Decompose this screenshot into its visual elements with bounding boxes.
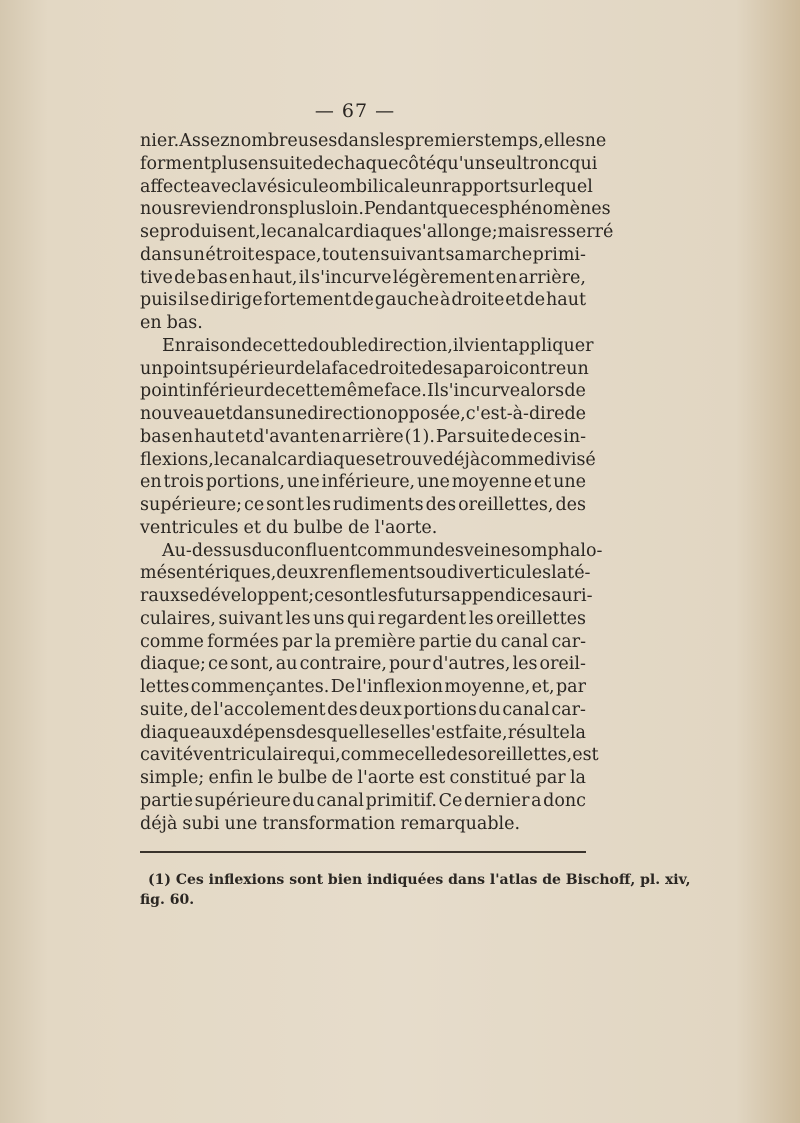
text-line: cavité ventriculaire qui, comme celle des oreillettes, est	[140, 745, 599, 766]
text-line: ventricules et du bulbe de l'aorte.	[140, 517, 438, 538]
text-line: partie supérieure du canal primitif. Ce dernier a donc	[140, 790, 586, 811]
text-line: simple; enfin le bulbe de l'aorte est constitué par la	[140, 768, 586, 788]
text-line: culaires, suivant les uns qui regardent les oreillettes	[140, 608, 586, 629]
text-line: nous reviendrons plus loin. Pendant que ces phénomènes	[140, 199, 611, 220]
footnote-line: (1) Ces inflexions sont bien indiquées dans l'atlas de Bischoff, pl. xiv,	[148, 872, 691, 888]
text-line: suite, de l'accolement des deux portions du canal car-	[140, 699, 586, 720]
text-line: un point supérieur de la face droite de sa paroi contre un	[140, 358, 589, 379]
text-line: en bas.	[140, 313, 203, 333]
text-line: flexions, le canal cardiaque se trouve déjà comme divisé	[140, 449, 596, 470]
text-line: En raison de cette double direction, il vient appliquer	[162, 335, 594, 356]
text-line: diaque aux dépens desquelles elle s'est faite, résulte la	[140, 722, 586, 743]
text-line: Au-dessus du confluent commun des veines omphalo-	[162, 540, 603, 561]
text-line: lettes commençantes. De l'inflexion moyenne, et, par	[140, 677, 586, 697]
text-line: mésentériques, deux renflements ou diverticules laté-	[140, 563, 591, 584]
text-line: déjà subi une transformation remarquable.	[140, 813, 521, 834]
text-line: en trois portions, une inférieure, une moyenne et une	[140, 472, 586, 493]
text-line: point inférieur de cette même face. Il s'incurve alors de	[140, 381, 586, 402]
footnote-line: fig. 60.	[140, 892, 195, 908]
text-line: raux se développent; ce sont les futurs appendices auri-	[140, 586, 593, 606]
footnote-divider	[140, 851, 586, 853]
text-line: bas en haut et d'avant en arrière (1). Par suite de ces in-	[140, 426, 586, 447]
page-number: — 67 —	[314, 100, 396, 122]
text-line: dans un étroit espace, tout en suivant sa marche primi-	[140, 244, 586, 265]
text-line: comme formées par la première partie du canal car-	[140, 631, 586, 652]
text-line: nouveau et dans une direction opposée, c'est-à-dire de	[140, 404, 587, 424]
footnote	[140, 870, 691, 910]
body-text	[140, 130, 614, 835]
text-line: forment plus ensuite de chaque côté qu'un seul tronc qui	[140, 153, 598, 174]
text-line: diaque; ce sont, au contraire, pour d'autres, les oreil-	[140, 654, 586, 675]
text-line: affecte avec la vésicule ombilicale un rapport sur lequel	[140, 176, 593, 197]
text-line: puis il se dirige fortement de gauche à droite et de haut	[140, 290, 586, 311]
text-line: tive de bas en haut, il s'incurve légèrement en arrière,	[140, 267, 586, 288]
text-line: nier. Assez nombreuses dans les premiers temps, elles ne	[140, 131, 607, 151]
text-line: se produisent, le canal cardiaque s'allonge; mais resserré	[140, 222, 614, 242]
text-line: supérieure; ce sont les rudiments des oreillettes, des	[140, 495, 586, 515]
